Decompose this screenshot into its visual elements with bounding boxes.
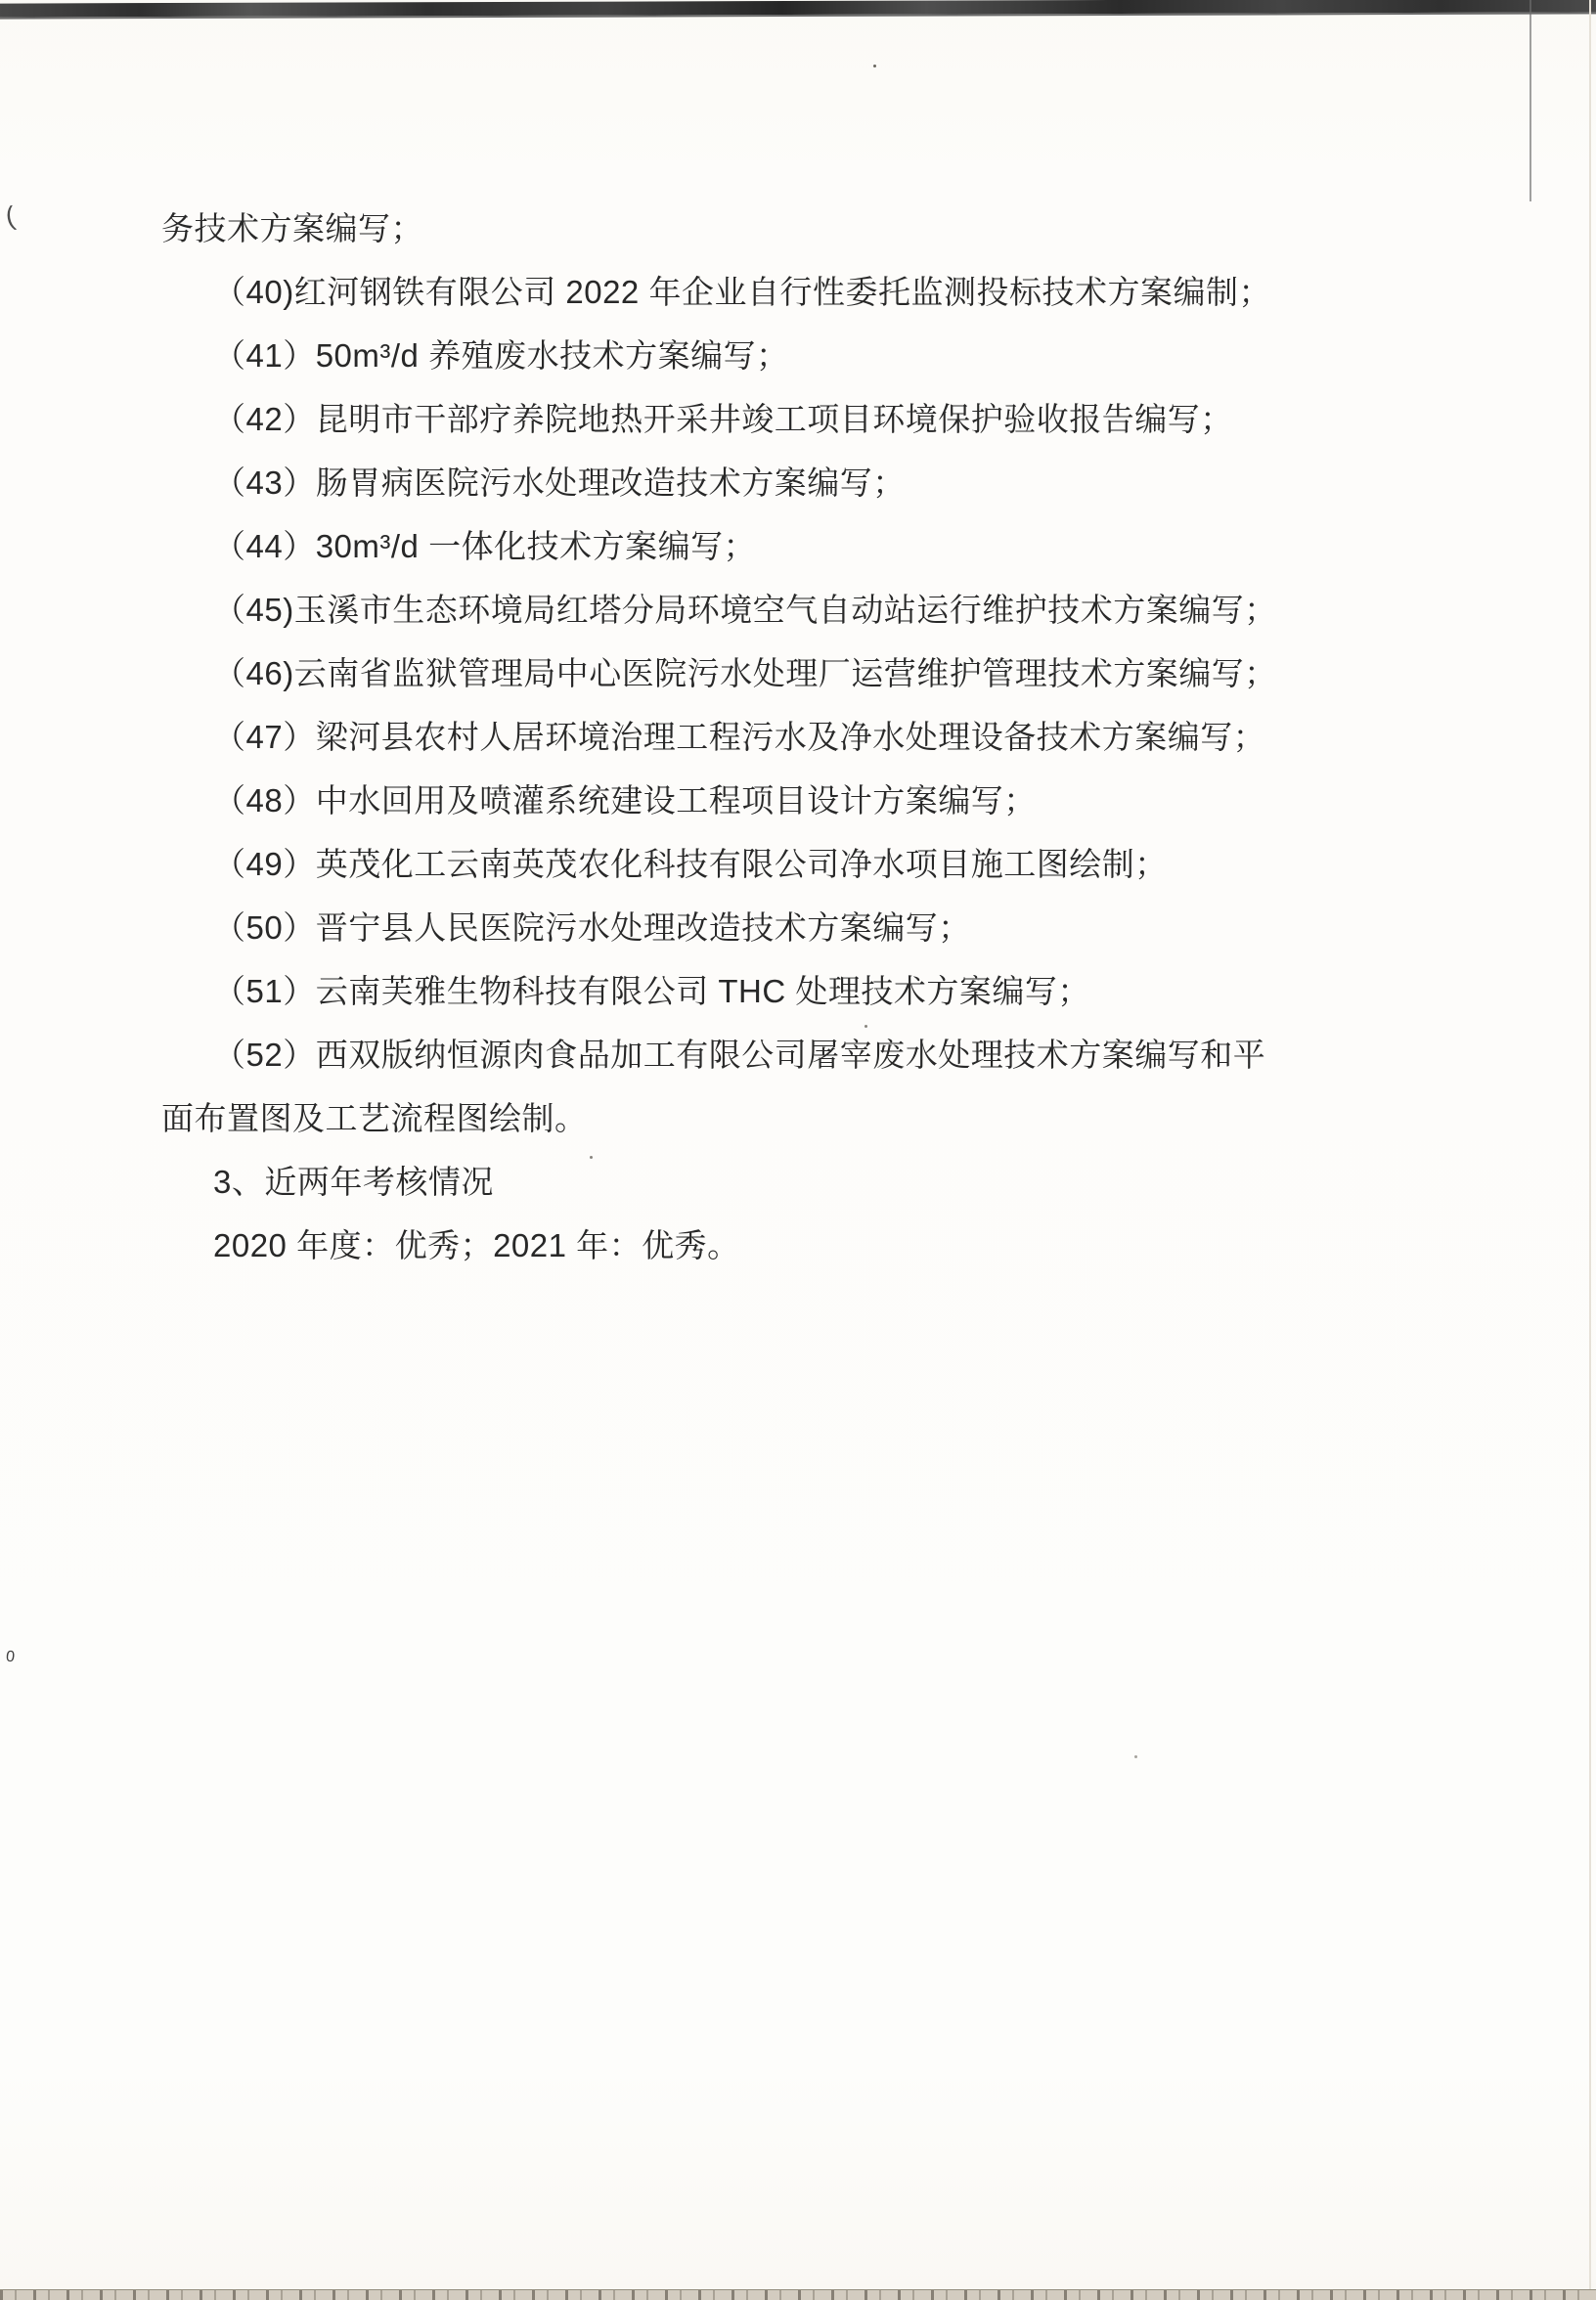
- document-line-item-43: （43）肠胃病医院污水处理改造技术方案编写；: [213, 464, 906, 501]
- scan-edge-texture: [0, 2290, 1596, 2300]
- document-line-item-49: （49）英茂化工云南英茂农化科技有限公司净水项目施工图绘制；: [213, 846, 1168, 882]
- document-line-continuation: 务技术方案编写；: [161, 210, 423, 246]
- document-line-item-44: （44）30m³/d 一体化技术方案编写；: [213, 528, 757, 564]
- document-line-item-47: （47）梁河县农村人居环境治理工程污水及净水处理设备技术方案编写；: [213, 719, 1266, 755]
- scan-line-right-icon: [1530, 0, 1531, 201]
- margin-mark-top: (: [3, 200, 18, 232]
- scan-edge-top: [0, 0, 1596, 20]
- page-edge-right: [1589, 0, 1591, 2300]
- document-line-item-52-wrap: 面布置图及工艺流程图绘制。: [161, 1100, 588, 1136]
- document-line-item-52: （52）西双版纳恒源肉食品加工有限公司屠宰废水处理技术方案编写和平: [213, 1037, 1266, 1073]
- document-body: [161, 197, 1394, 1277]
- document-line-item-45: （45)玉溪市生态环境局红塔分局环境空气自动站运行维护技术方案编写；: [213, 592, 1277, 628]
- dust-speck: [1134, 1755, 1137, 1758]
- margin-mark-bottom: 0: [5, 1648, 16, 1666]
- document-line-item-40: （40)红河钢铁有限公司 2022 年企业自行性委托监测投标技术方案编制；: [213, 274, 1271, 310]
- document-line-heading-3: 3、近两年考核情况: [213, 1164, 494, 1200]
- document-line-item-51: （51）云南芙雅生物科技有限公司 THC 处理技术方案编写；: [213, 973, 1090, 1009]
- document-line-item-48: （48）中水回用及喷灌系统建设工程项目设计方案编写；: [213, 782, 1037, 818]
- document-line-item-46: （46)云南省监狱管理局中心医院污水处理厂运营维护管理技术方案编写；: [213, 655, 1277, 691]
- scan-edge-bottom: [0, 2289, 1596, 2300]
- document-line-item-50: （50）晋宁县人民医院污水处理改造技术方案编写；: [213, 909, 971, 946]
- document-line-item-42: （42）昆明市干部疗养院地热开采井竣工项目环境保护验收报告编写；: [213, 401, 1233, 437]
- document-line-item-41: （41）50m³/d 养殖废水技术方案编写；: [213, 337, 789, 374]
- dust-speck: [873, 65, 876, 67]
- document-line-assessment: 2020 年度：优秀；2021 年：优秀。: [213, 1227, 740, 1263]
